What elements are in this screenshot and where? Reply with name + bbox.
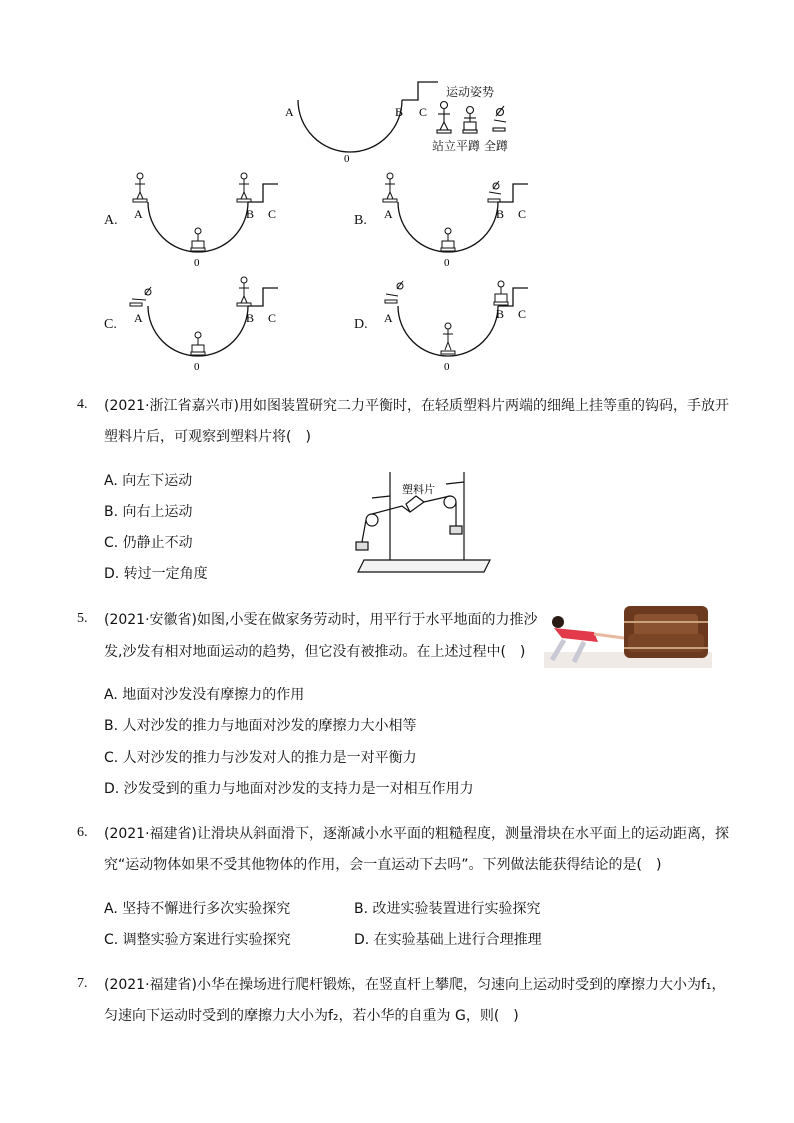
q3-b-label-o: 0 — [444, 257, 450, 269]
q3-a-label-b: B — [246, 207, 255, 221]
label-o: 0 — [344, 153, 350, 165]
q3-option-b-letter: B. — [354, 213, 367, 228]
q6-line2: 究“运动物体如果不受其他物体的作用，会一直运动下去吗”。下列做法能获得结论的是( ) — [104, 857, 662, 873]
q4-option-d: D. 转过一定角度 — [104, 566, 208, 582]
q3-option-c-letter: C. — [104, 317, 117, 332]
q7-line1: (2021·福建省)小华在操场进行爬杆锻炼，在竖直杆上攀爬，匀速向上运动时受到的摩擦力大小为f₁， — [104, 977, 726, 993]
q3-option-c-diagram — [118, 272, 288, 376]
q4-line2: 塑料片后，可观察到塑料片将( ) — [104, 429, 311, 445]
posture-icons — [434, 100, 518, 136]
q6-option-c: C. 调整实验方案进行实验探究 — [104, 932, 291, 948]
q4-option-b: B. 向右上运动 — [104, 504, 193, 520]
q3-option-b-diagram — [368, 168, 538, 272]
q5-option-d: D. 沙发受到的重力与地面对沙发的支持力是一对相互作用力 — [104, 781, 474, 797]
q4-option-a: A. 向左下运动 — [104, 473, 193, 489]
q5-line2: 发,沙发有相对地面运动的趋势，但它没有被推动。在上述过程中( ) — [104, 644, 526, 660]
q4-number: 4. — [77, 397, 88, 412]
q3-d-label-c: C — [518, 307, 527, 321]
q3-c-label-a: A — [134, 311, 143, 325]
q7-line2: 匀速向下运动时受到的摩擦力大小为f₂，若小华的自重为 G，则( ) — [104, 1008, 519, 1024]
q3-a-label-a: A — [134, 207, 143, 221]
q4-apparatus-figure — [350, 468, 500, 578]
q4-figure-label: 塑料片 — [402, 483, 435, 496]
q6-option-a: A. 坚持不懈进行多次实验探究 — [104, 901, 291, 917]
q5-option-a: A. 地面对沙发没有摩擦力的作用 — [104, 687, 305, 703]
legend-caption: 站立平蹲 全蹲 — [432, 139, 508, 153]
q3-a-label-o: 0 — [194, 257, 200, 269]
q4-line1: (2021·浙江省嘉兴市)用如图装置研究二力平衡时，在轻质塑料片两端的细绳上挂等重的钩码，手放开 — [104, 398, 730, 414]
q3-d-label-o: 0 — [444, 361, 450, 373]
q6-line1: (2021·福建省)让滑块从斜面滑下，逐渐减小水平面的粗糙程度，测量滑块在水平面上的运动距离，探 — [104, 826, 730, 842]
q7-number: 7. — [77, 976, 88, 991]
q5-option-c: C. 人对沙发的推力与沙发对人的推力是一对平衡力 — [104, 750, 417, 766]
q5-sofa-photo — [544, 600, 712, 668]
q3-b-label-c: C — [518, 207, 527, 221]
q3-b-label-a: A — [384, 207, 393, 221]
q5-number: 5. — [77, 611, 88, 626]
q6-option-b: B. 改进实验装置进行实验探究 — [354, 901, 541, 917]
q5-option-b: B. 人对沙发的推力与地面对沙发的摩擦力大小相等 — [104, 718, 417, 734]
q5-line1: (2021·安徽省)如图,小雯在做家务劳动时，用平行于水平地面的力推沙 — [104, 612, 538, 628]
q3-b-label-b: B — [496, 207, 505, 221]
label-b: B — [395, 105, 404, 119]
q4-option-c: C. 仍静止不动 — [104, 535, 193, 551]
label-c: C — [419, 105, 428, 119]
q6-option-d: D. 在实验基础上进行合理推理 — [354, 932, 542, 948]
q3-c-label-b: B — [246, 311, 255, 325]
q3-option-d-letter: D. — [354, 317, 368, 332]
q6-number: 6. — [77, 825, 88, 840]
q3-d-label-a: A — [384, 311, 393, 325]
q3-a-label-c: C — [268, 207, 277, 221]
q3-option-a-diagram — [118, 168, 288, 272]
q3-option-d-diagram — [368, 272, 538, 376]
q3-c-label-c: C — [268, 311, 277, 325]
label-a: A — [285, 105, 294, 119]
q3-c-label-o: 0 — [194, 361, 200, 373]
q3-d-label-b: B — [496, 307, 505, 321]
legend-title: 运动姿势 — [446, 85, 495, 99]
q3-option-a-letter: A. — [104, 213, 118, 228]
